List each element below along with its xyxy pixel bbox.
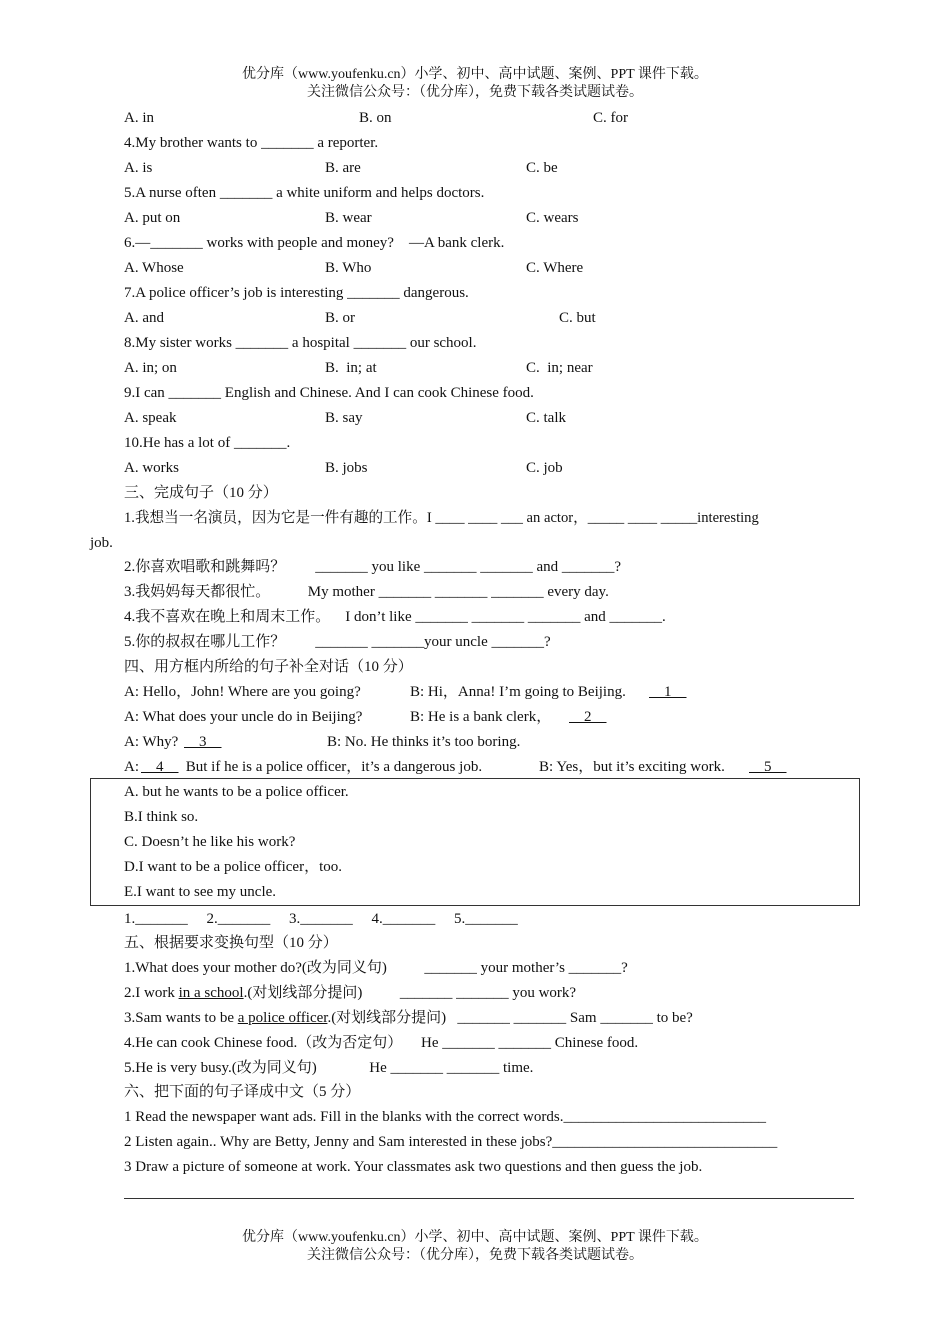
q4-option-c: C. be <box>526 160 558 176</box>
q10-option-c: C. job <box>526 460 563 476</box>
dialog-1-a: A: Hello，John! Where are you going? <box>124 684 361 700</box>
sentence-1-cont: job. <box>90 535 113 551</box>
q8-option-c: C. in; near <box>526 360 593 376</box>
dialog-4-a: But if he is a police officer，it’s a dangerous job. <box>182 759 483 775</box>
q5-option-c: C. wears <box>526 210 579 226</box>
translate-3: 3 Draw a picture of someone at work. Your classmates ask two questions and then guess the job. <box>124 1159 703 1175</box>
option-a: A. but he wants to be a police officer. <box>124 784 349 800</box>
section-6-title: 六、把下面的句子译成中文（5 分） <box>124 1084 361 1100</box>
q10-option-a: A. works <box>124 460 179 476</box>
q7-option-a: A. and <box>124 310 164 326</box>
option-d: D.I want to be a police officer，too. <box>124 859 342 875</box>
question-9: 9.I can _______ English and Chinese. And I can cook Chinese food. <box>124 385 534 401</box>
q4-option-b: B. are <box>325 160 361 176</box>
blank-1: 1 <box>649 684 687 700</box>
question-4: 4.My brother wants to _______ a reporter. <box>124 135 379 151</box>
blank-5: 5 <box>749 759 787 775</box>
transform-1: 1.What does your mother do?(改为同义句) _______ your mother’s _______? <box>124 960 628 976</box>
underlined-phrase: a police officer <box>237 1010 328 1026</box>
q6-option-b: B. Who <box>325 260 372 276</box>
transform-5: 5.He is very busy.(改为同义句) He _______ _______ time. <box>124 1060 534 1076</box>
header-line-1: 优分库（www.youfenku.cn）小学、初中、高中试题、案例、PPT 课件下载。 <box>242 67 708 82</box>
sentence-4: 4.我不喜欢在晚上和周末工作。 I don’t like _______ _______ _______ and _______. <box>124 609 666 625</box>
section-4-title: 四、用方框内所给的句子补全对话（10 分） <box>124 659 413 675</box>
q7-option-c: C. but <box>559 310 596 326</box>
footer-line-2: 关注微信公众号：（优分库），免费下载各类试题试卷。 <box>307 1248 643 1263</box>
dialog-2-a: A: What does your uncle do in Beijing? <box>124 709 363 725</box>
q10-option-b: B. jobs <box>325 460 368 476</box>
q9-option-c: C. talk <box>526 410 566 426</box>
question-5: 5.A nurse often _______ a white uniform and helps doctors. <box>124 185 485 201</box>
q5-option-b: B. wear <box>325 210 372 226</box>
dialog-3-a: A: Why? <box>124 734 179 750</box>
answer-blanks: 1._______ 2._______ 3._______ 4._______ 5._______ <box>124 911 518 927</box>
underlined-phrase: in a school <box>178 985 244 1001</box>
footer-line-1: 优分库（www.youfenku.cn）小学、初中、高中试题、案例、PPT 课件下载。 <box>242 1230 708 1245</box>
question-6: 6.—_______ works with people and money? —A bank clerk. <box>124 235 505 251</box>
option-c: C. Doesn’t he like his work? <box>124 834 296 850</box>
transform-3: 3.Sam wants to be a police officer.(对划线部分提问) _______ _______ Sam _______ to be? <box>124 1010 693 1026</box>
section-5-title: 五、根据要求变换句型（10 分） <box>124 935 338 951</box>
transform-4: 4.He can cook Chinese food.（改为否定句） He _______ _______ Chinese food. <box>124 1035 639 1051</box>
q9-option-a: A. speak <box>124 410 177 426</box>
question-8: 8.My sister works _______ a hospital _______ our school. <box>124 335 477 351</box>
q3-option-a: A. in <box>124 110 154 126</box>
q8-option-b: B. in; at <box>325 360 377 376</box>
q6-option-a: A. Whose <box>124 260 184 276</box>
dialog-3-b: B: No. He thinks it’s too boring. <box>327 734 521 750</box>
q4-option-a: A. is <box>124 160 153 176</box>
dialog-1-b: B: Hi，Anna! I’m going to Beijing. <box>410 684 626 700</box>
dialog-2-b: B: He is a bank clerk， <box>410 709 552 725</box>
q6-option-c: C. Where <box>526 260 584 276</box>
blank-4: 4 <box>141 759 179 775</box>
translate-2: 2 Listen again.. Why are Betty, Jenny and Sam interested in these jobs?______________________________ <box>124 1134 778 1150</box>
transform-2: 2.I work in a school.(对划线部分提问) _______ _______ you work? <box>124 985 577 1001</box>
option-b: B.I think so. <box>124 809 199 825</box>
dialog-4-a-label: A: <box>124 759 139 775</box>
translate-1: 1 Read the newspaper want ads. Fill in the blanks with the correct words.___________________________ <box>124 1109 766 1125</box>
answer-line <box>124 1198 854 1199</box>
question-10: 10.He has a lot of _______. <box>124 435 291 451</box>
question-7: 7.A police officer’s job is interesting _______ dangerous. <box>124 285 469 301</box>
sentence-2: 2.你喜欢唱歌和跳舞吗？ _______ you like _______ _______ and _______? <box>124 559 622 575</box>
blank-2: 2 <box>569 709 607 725</box>
q3-option-b: B. on <box>359 110 392 126</box>
blank-3: 3 <box>184 734 222 750</box>
section-3-title: 三、完成句子（10 分） <box>124 485 278 501</box>
q5-option-a: A. put on <box>124 210 181 226</box>
q7-option-b: B. or <box>325 310 355 326</box>
dialog-4-b: B: Yes，but it’s exciting work. <box>539 759 725 775</box>
option-e: E.I want to see my uncle. <box>124 884 277 900</box>
sentence-5: 5.你的叔叔在哪儿工作？ _______ _______your uncle _______? <box>124 634 551 650</box>
header-line-2: 关注微信公众号：（优分库），免费下载各类试题试卷。 <box>307 85 643 100</box>
sentence-1: 1.我想当一名演员，因为它是一件有趣的工作。I ____ ____ ___ an actor，_____ ____ _____interesting <box>124 510 759 526</box>
q8-option-a: A. in; on <box>124 360 177 376</box>
q9-option-b: B. say <box>325 410 363 426</box>
q3-option-c: C. for <box>593 110 628 126</box>
sentence-3: 3.我妈妈每天都很忙。 My mother _______ _______ _______ every day. <box>124 584 609 600</box>
